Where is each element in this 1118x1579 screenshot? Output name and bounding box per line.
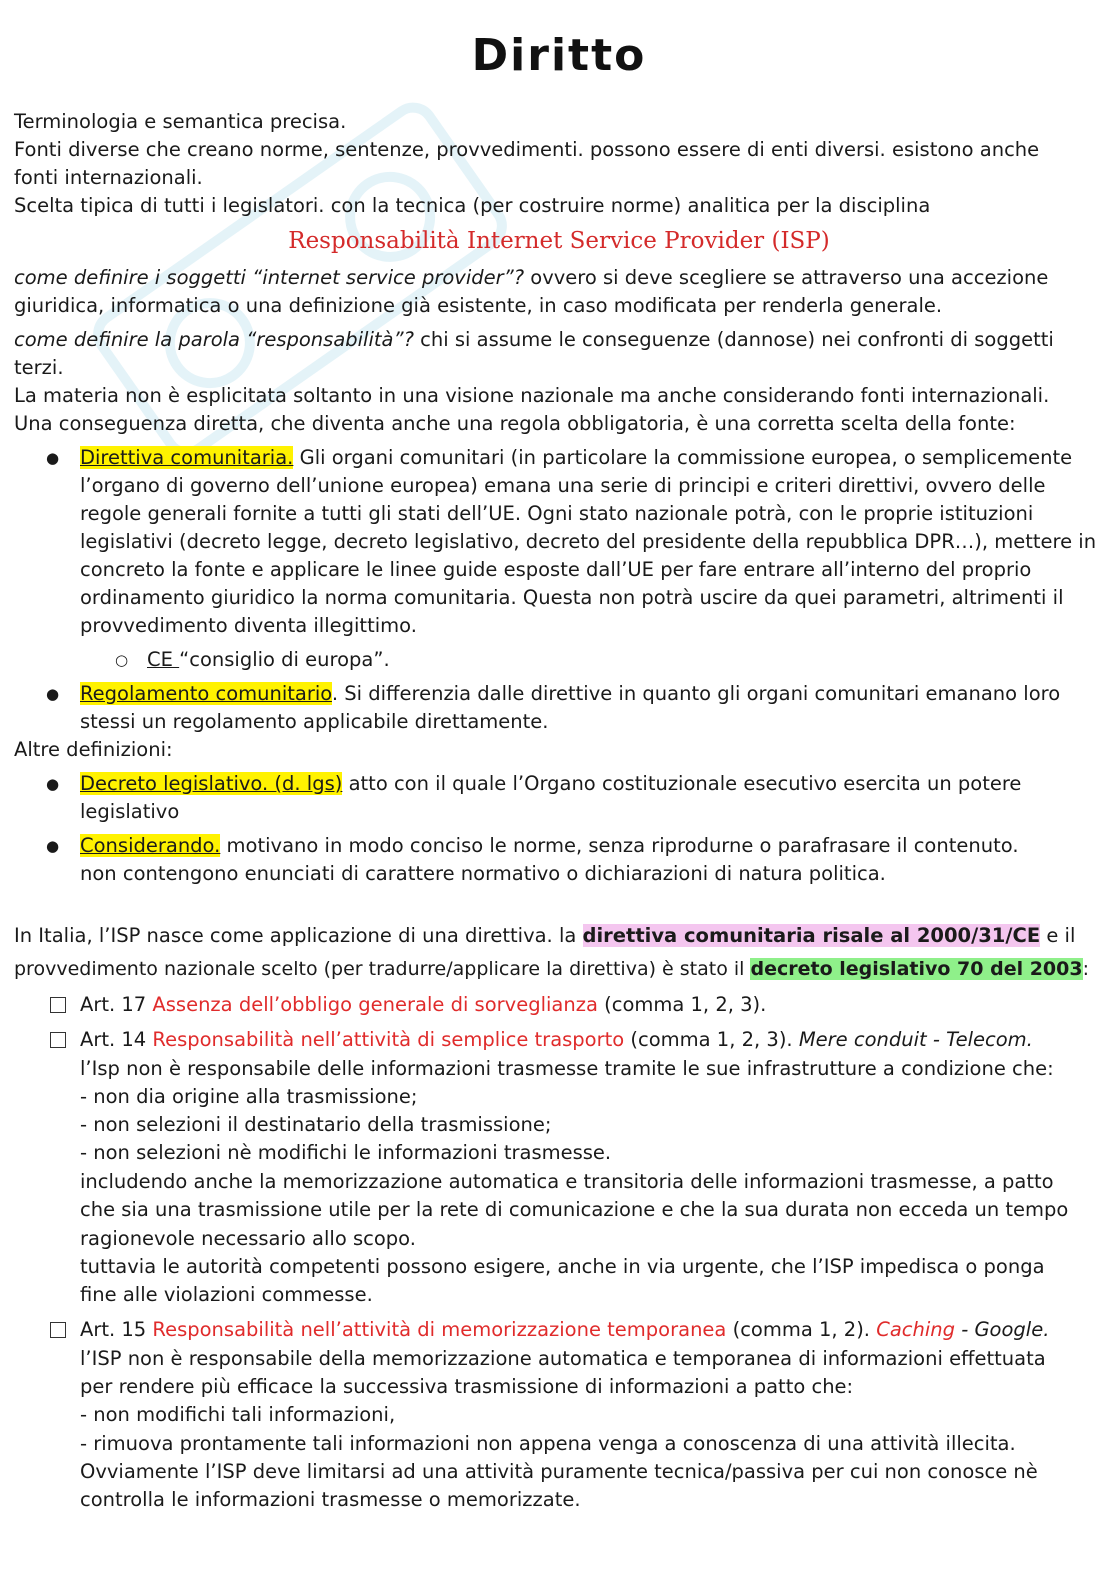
direttiva-line: legislativi (decreto legge, decreto legislativo, decreto del presidente della repubblica DPR…), mettere in: [80, 530, 1097, 553]
checkbox-art14[interactable]: [50, 1032, 66, 1048]
art15-title: Responsabilità nell’attività di memorizzazione temporanea: [152, 1318, 727, 1341]
question-2-rest: chi si assume le conseguenze (dannose) nei confronti di soggetti: [413, 328, 1054, 351]
intro-line: Terminologia e semantica precisa.: [14, 110, 347, 133]
art17-title: Assenza dell’obbligo generale di sorveglianza: [152, 993, 598, 1016]
paragraph-line: Una conseguenza diretta, che diventa anche una regola obbligatoria, è una corretta scelta della fonte:: [14, 412, 1016, 435]
art14-text: includendo anche la memorizzazione automatica e transitoria delle informazioni trasmesse, a patto: [80, 1170, 1054, 1193]
direttiva-sub: [147, 646, 390, 674]
considerando-line2: non contengono enunciati di carattere normativo o dichiarazioni di natura politica.: [80, 862, 886, 885]
art14-example: Mere conduit - Telecom.: [798, 1028, 1033, 1051]
intro-line: Fonti diverse che creano norme, sentenze, provvedimenti. possono essere di enti diversi. esistono anche: [14, 138, 1040, 161]
intro-line: Scelta tipica di tutti i legislatori. con la tecnica (per costruire norme) analitica per la disciplina: [14, 194, 931, 217]
regolamento-term: Regolamento comunitario: [80, 682, 332, 705]
question-1-italic: come definire i soggetti “internet service provider”?: [14, 266, 525, 289]
decreto-line2: legislativo: [80, 800, 180, 823]
art14-comma: (comma 1, 2, 3).: [624, 1028, 799, 1051]
question-2: [14, 326, 1054, 354]
considerando-term: Considerando.: [80, 834, 221, 857]
question-1-rest: ovvero si deve scegliere se attraverso una accezione: [524, 266, 1049, 289]
italia-highlight-decreto: decreto legislativo 70 del 2003: [750, 958, 1083, 980]
decreto-term: Decreto legislativo. (d. lgs): [80, 772, 343, 795]
bullet-icon: ●: [46, 449, 60, 467]
bullet-icon: ●: [46, 837, 60, 855]
art14-text: - non dia origine alla trasmissione;: [80, 1085, 418, 1108]
art15-text: controlla le informazioni trasmesse o memorizzate.: [80, 1488, 581, 1511]
art17-line: [80, 991, 766, 1019]
art15-label: Art. 15: [80, 1318, 153, 1341]
art15-text: - rimuova prontamente tali informazioni non appena venga a conoscenza di una attività illecita.: [80, 1432, 1016, 1455]
art15-example-red: Caching: [876, 1318, 956, 1341]
direttiva-line: provvedimento diventa illegittimo.: [80, 614, 417, 637]
art14-text: tuttavia le autorità competenti possono esigere, anche in via urgente, che l’ISP impedisca o ponga: [80, 1255, 1045, 1278]
art15-text: l’ISP non è responsabile della memorizzazione automatica e temporanea di informazioni effettuata: [80, 1347, 1046, 1370]
page-title: Diritto: [471, 30, 647, 81]
regolamento-first: . Si differenzia dalle direttive in quanto gli organi comunitari emanano loro: [331, 682, 1061, 705]
section-heading: Responsabilità Internet Service Provider (ISP): [288, 228, 830, 254]
art15-text: per rendere più efficace la successiva trasmissione di informazioni a patto che:: [80, 1375, 854, 1398]
intro-line: fonti internazionali.: [14, 166, 203, 189]
italia-c: provvedimento nazionale scelto (per tradurre/applicare la direttiva) è stato il: [14, 958, 751, 980]
direttiva-first: Gli organi comunitari (in particolare la commissione europea, o semplicemente: [293, 446, 1073, 469]
question-2-line2: terzi.: [14, 356, 64, 379]
art17-label: Art. 17: [80, 993, 153, 1016]
paragraph-line: La materia non è esplicitata soltanto in una visione nazionale ma anche considerando fonti internazionali.: [14, 384, 1050, 407]
decreto-first-line: [80, 770, 1021, 798]
italia-highlight-direttiva: direttiva comunitaria risale al 2000/31/CE: [582, 924, 1041, 947]
considerando-first: motivano in modo conciso le norme, senza riprodurne o parafrasare il contenuto.: [220, 834, 1019, 857]
bullet-icon: ●: [46, 775, 60, 793]
question-1-line2: giuridica, informatica o una definizione già esistente, in caso modificata per renderla generale.: [14, 294, 943, 317]
checkbox-art17[interactable]: [50, 997, 66, 1013]
checkbox-art15[interactable]: [50, 1322, 66, 1338]
italia-b: e il: [1040, 924, 1076, 947]
art15-comma: (comma 1, 2).: [726, 1318, 877, 1341]
art15-text: Ovviamente l’ISP deve limitarsi ad una attività puramente tecnica/passiva per cui non conosce nè: [80, 1460, 1038, 1483]
direttiva-line: ordinamento giuridico la norma comunitaria. Questa non potrà uscire da quei parametri, altrimenti il: [80, 586, 1064, 609]
art14-text: l’Isp non è responsabile delle informazioni trasmesse tramite le sue infrastrutture a condizione che:: [80, 1057, 1054, 1080]
art15-text: - non modifichi tali informazioni,: [80, 1403, 396, 1426]
art17-comma: (comma 1, 2, 3).: [597, 993, 767, 1016]
art15-line: [80, 1316, 1049, 1344]
art14-line: [80, 1026, 1033, 1054]
art14-text: che sia una trasmissione utile per la rete di comunicazione e che la sua durata non ecceda un tempo: [80, 1198, 1069, 1221]
italia-line1: [14, 922, 1075, 950]
direttiva-line: regole generali fornite a tutti gli stati dell’UE. Ogni stato nazionale potrà, con le proprie istituzioni: [80, 502, 1034, 525]
italia-d: :: [1082, 958, 1090, 980]
art14-text: - non selezioni nè modifichi le informazioni trasmesse.: [80, 1141, 612, 1164]
direttiva-first-line: [80, 444, 1072, 472]
direttiva-sub-term: CE: [147, 648, 180, 671]
art14-title: Responsabilità nell’attività di semplice trasporto: [152, 1028, 625, 1051]
sub-bullet-icon: ○: [115, 651, 129, 669]
bullet-icon: ●: [46, 685, 60, 703]
question-2-italic: come definire la parola “responsabilità”?: [14, 328, 414, 351]
considerando-first-line: [80, 832, 1019, 860]
art15-example-rest: - Google.: [955, 1318, 1050, 1341]
question-1: [14, 264, 1048, 292]
direttiva-line: l’organo di governo dell’unione europea) emana una serie di principi e criteri direttivi, ovvero delle: [80, 474, 1046, 497]
art14-label: Art. 14: [80, 1028, 153, 1051]
direttiva-term: Direttiva comunitaria.: [80, 446, 294, 469]
direttiva-line: concreto la fonte e applicare le linee guide esposte dall’UE per fare entrare all’interno del proprio: [80, 558, 1032, 581]
art14-text: fine alle violazioni commesse.: [80, 1283, 373, 1306]
regolamento-line2: stessi un regolamento applicabile direttamente.: [80, 710, 549, 733]
italia-a: In Italia, l’ISP nasce come applicazione di una direttiva. la: [14, 924, 583, 947]
decreto-first: atto con il quale l’Organo costituzionale esecutivo esercita un potere: [342, 772, 1022, 795]
altre-definizioni: Altre definizioni:: [14, 738, 173, 761]
regolamento-first-line: [80, 680, 1060, 708]
italia-line2: [14, 955, 1089, 983]
art14-text: ragionevole necessario allo scopo.: [80, 1227, 416, 1250]
direttiva-sub-rest: “consiglio di europa”.: [179, 648, 390, 671]
art14-text: - non selezioni il destinatario della trasmissione;: [80, 1113, 552, 1136]
